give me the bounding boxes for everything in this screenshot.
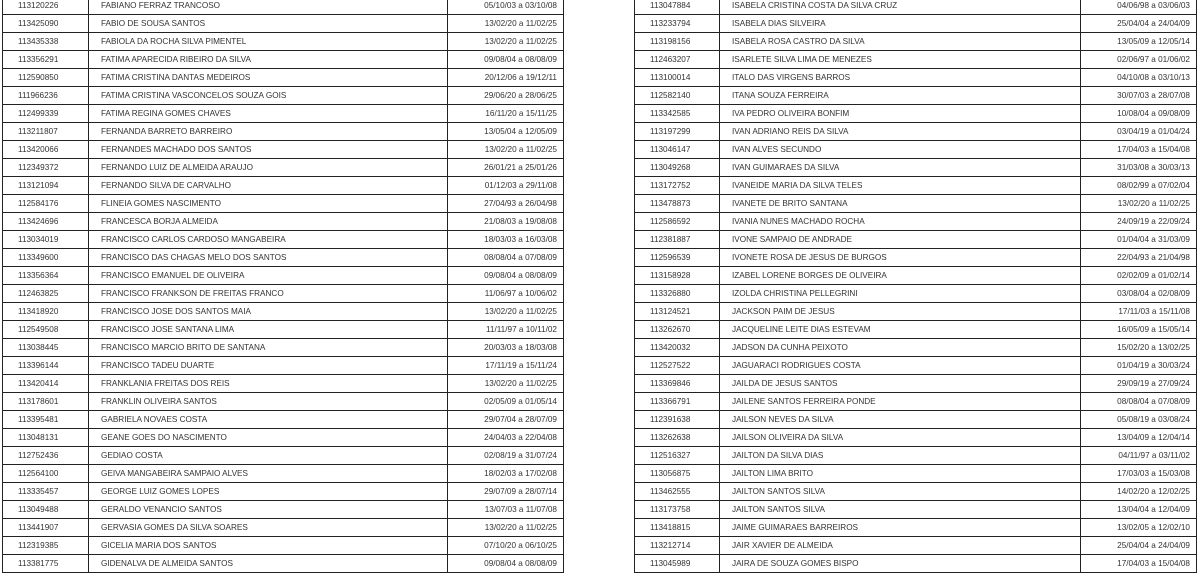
table-row [635,231,1197,249]
registration-id-cell: 113369846 [635,375,720,393]
name-cell: FATIMA APARECIDA RIBEIRO DA SILVA [89,51,448,69]
registration-id-cell: 112391638 [635,411,720,429]
table-row [3,33,564,51]
registration-id-cell: 113462555 [635,483,720,501]
name-cell: IVA PEDRO OLIVEIRA BONFIM [720,105,1081,123]
name-cell: FERNANDES MACHADO DOS SANTOS [89,141,448,159]
period-cell: 11/11/97 a 10/11/02 [448,321,564,339]
period-cell: 13/04/09 a 12/04/14 [1081,429,1197,447]
period-cell: 29/07/04 a 28/07/09 [448,411,564,429]
table-row [635,411,1197,429]
period-cell: 13/02/20 a 11/02/25 [448,141,564,159]
registration-id-cell: 112596539 [635,249,720,267]
name-cell: JACQUELINE LEITE DIAS ESTEVAM [720,321,1081,339]
table-row [3,393,564,411]
period-cell: 29/09/19 a 27/09/24 [1081,375,1197,393]
period-cell: 26/01/21 a 25/01/26 [448,159,564,177]
name-cell: FRANCISCO JOSE DOS SANTOS MAIA [89,303,448,321]
registration-id-cell: 113335457 [3,483,89,501]
registration-id-cell: 113038445 [3,339,89,357]
period-cell: 14/02/20 a 12/02/25 [1081,483,1197,501]
name-cell: GICELIA MARIA DOS SANTOS [89,537,448,555]
period-cell: 15/02/20 a 13/02/25 [1081,339,1197,357]
table-row [635,555,1197,573]
registration-id-cell: 113158928 [635,267,720,285]
name-cell: JAILTON DA SILVA DIAS [720,447,1081,465]
table-row [635,537,1197,555]
table-row [3,429,564,447]
table-row [635,267,1197,285]
name-cell: FRANCISCO TADEU DUARTE [89,357,448,375]
name-cell: FERNANDO SILVA DE CARVALHO [89,177,448,195]
table-row [3,231,564,249]
name-cell: JADSON DA CUNHA PEIXOTO [720,339,1081,357]
name-cell: FRANCESCA BORJA ALMEIDA [89,213,448,231]
period-cell: 25/04/04 a 24/04/09 [1081,537,1197,555]
right-roster-body [635,0,1197,573]
name-cell: JAILSON NEVES DA SILVA [720,411,1081,429]
table-row [635,213,1197,231]
table-row [3,177,564,195]
table-row [3,321,564,339]
registration-id-cell: 113342585 [635,105,720,123]
table-row [635,483,1197,501]
period-cell: 13/02/20 a 11/02/25 [448,303,564,321]
name-cell: GEIVA MANGABEIRA SAMPAIO ALVES [89,465,448,483]
registration-id-cell: 113211807 [3,123,89,141]
registration-id-cell: 113233794 [635,15,720,33]
table-row [635,87,1197,105]
table-row [3,249,564,267]
registration-id-cell: 113435338 [3,33,89,51]
registration-id-cell: 113173758 [635,501,720,519]
period-cell: 16/05/09 a 15/05/14 [1081,321,1197,339]
table-row [3,537,564,555]
period-cell: 24/04/03 a 22/04/08 [448,429,564,447]
period-cell: 18/03/03 a 16/03/08 [448,231,564,249]
name-cell: ISABELA DIAS SILVEIRA [720,15,1081,33]
period-cell: 13/04/04 a 12/04/09 [1081,501,1197,519]
name-cell: FABIO DE SOUSA SANTOS [89,15,448,33]
registration-id-cell: 113100014 [635,69,720,87]
period-cell: 13/02/20 a 11/02/25 [448,15,564,33]
period-cell: 02/05/09 a 01/05/14 [448,393,564,411]
name-cell: IVONE SAMPAIO DE ANDRADE [720,231,1081,249]
name-cell: FATIMA CRISTINA DANTAS MEDEIROS [89,69,448,87]
period-cell: 13/02/20 a 11/02/25 [1081,195,1197,213]
period-cell: 13/05/04 a 12/05/09 [448,123,564,141]
name-cell: GERVASIA GOMES DA SILVA SOARES [89,519,448,537]
registration-id-cell: 113420032 [635,339,720,357]
registration-id-cell: 112584176 [3,195,89,213]
table-row [3,339,564,357]
registration-id-cell: 113172752 [635,177,720,195]
registration-id-cell: 113424696 [3,213,89,231]
table-row [635,15,1197,33]
name-cell: FRANKLANIA FREITAS DOS REIS [89,375,448,393]
table-row [3,447,564,465]
period-cell: 03/08/04 a 02/08/09 [1081,285,1197,303]
name-cell: FERNANDO LUIZ DE ALMEIDA ARAUJO [89,159,448,177]
table-row [3,519,564,537]
period-cell: 18/02/03 a 17/02/08 [448,465,564,483]
name-cell: FRANCISCO DAS CHAGAS MELO DOS SANTOS [89,249,448,267]
registration-id-cell: 113034019 [3,231,89,249]
name-cell: JAILTON SANTOS SILVA [720,501,1081,519]
name-cell: GABRIELA NOVAES COSTA [89,411,448,429]
name-cell: FRANCISCO FRANKSON DE FREITAS FRANCO [89,285,448,303]
registration-id-cell: 113049488 [3,501,89,519]
registration-id-cell: 113047884 [635,0,720,15]
period-cell: 11/06/97 a 10/06/02 [448,285,564,303]
name-cell: JAGUARACI RODRIGUES COSTA [720,357,1081,375]
table-row [3,0,564,15]
table-row [635,357,1197,375]
name-cell: GIDENALVA DE ALMEIDA SANTOS [89,555,448,573]
name-cell: GERALDO VENANCIO SANTOS [89,501,448,519]
table-row [3,555,564,573]
table-row [635,195,1197,213]
period-cell: 04/10/08 a 03/10/13 [1081,69,1197,87]
table-row [635,339,1197,357]
registration-id-cell: 113396144 [3,357,89,375]
name-cell: JACKSON PAIM DE JESUS [720,303,1081,321]
table-row [635,465,1197,483]
name-cell: IZABEL LORENE BORGES DE OLIVEIRA [720,267,1081,285]
name-cell: FRANCISCO EMANUEL DE OLIVEIRA [89,267,448,285]
period-cell: 04/11/97 a 03/11/02 [1081,447,1197,465]
table-row [3,483,564,501]
registration-id-cell: 113121094 [3,177,89,195]
table-row [3,69,564,87]
table-row [635,105,1197,123]
table-row [3,51,564,69]
table-row [3,87,564,105]
registration-id-cell: 113262638 [635,429,720,447]
name-cell: IVONETE ROSA DE JESUS DE BURGOS [720,249,1081,267]
registration-id-cell: 112590850 [3,69,89,87]
registration-id-cell: 113420414 [3,375,89,393]
registration-id-cell: 113212714 [635,537,720,555]
registration-id-cell: 112549508 [3,321,89,339]
name-cell: FABIOLA DA ROCHA SILVA PIMENTEL [89,33,448,51]
table-row [635,519,1197,537]
table-row [635,321,1197,339]
registration-id-cell: 112582140 [635,87,720,105]
table-row [635,447,1197,465]
name-cell: JAILENE SANTOS FERREIRA PONDE [720,393,1081,411]
table-row [3,105,564,123]
name-cell: FERNANDA BARRETO BARREIRO [89,123,448,141]
period-cell: 01/04/04 a 31/03/09 [1081,231,1197,249]
registration-id-cell: 113197299 [635,123,720,141]
registration-id-cell: 112319385 [3,537,89,555]
table-row [635,51,1197,69]
period-cell: 02/08/19 a 31/07/24 [448,447,564,465]
name-cell: IVANEIDE MARIA DA SILVA TELES [720,177,1081,195]
period-cell: 09/08/04 a 08/08/09 [448,555,564,573]
period-cell: 01/12/03 a 29/11/08 [448,177,564,195]
name-cell: IZOLDA CHRISTINA PELLEGRINI [720,285,1081,303]
period-cell: 05/08/19 a 03/08/24 [1081,411,1197,429]
period-cell: 01/04/19 a 30/03/24 [1081,357,1197,375]
table-row [635,285,1197,303]
registration-id-cell: 113178601 [3,393,89,411]
name-cell: JAILDA DE JESUS SANTOS [720,375,1081,393]
name-cell: FRANCISCO MARCIO BRITO DE SANTANA [89,339,448,357]
table-row [635,141,1197,159]
registration-id-cell: 112527522 [635,357,720,375]
registration-id-cell: 112381887 [635,231,720,249]
table-row [3,465,564,483]
name-cell: JAIME GUIMARAES BARREIROS [720,519,1081,537]
table-row [635,177,1197,195]
table-row [635,393,1197,411]
period-cell: 22/04/93 a 21/04/98 [1081,249,1197,267]
registration-id-cell: 113048131 [3,429,89,447]
name-cell: ISARLETE SILVA LIMA DE MENEZES [720,51,1081,69]
name-cell: GEANE GOES DO NASCIMENTO [89,429,448,447]
table-row [635,0,1197,15]
table-row [635,501,1197,519]
period-cell: 16/11/20 a 15/11/25 [448,105,564,123]
registration-id-cell: 112564100 [3,465,89,483]
name-cell: ISABELA ROSA CASTRO DA SILVA [720,33,1081,51]
name-cell: JAIR XAVIER DE ALMEIDA [720,537,1081,555]
table-row [3,303,564,321]
registration-id-cell: 113381775 [3,555,89,573]
table-row [3,195,564,213]
table-row [3,501,564,519]
registration-id-cell: 113366791 [635,393,720,411]
table-row [3,375,564,393]
table-row [3,213,564,231]
period-cell: 04/06/98 a 03/06/03 [1081,0,1197,15]
table-row [3,141,564,159]
name-cell: GEDIAO COSTA [89,447,448,465]
registration-id-cell: 113056875 [635,465,720,483]
name-cell: IVANIA NUNES MACHADO ROCHA [720,213,1081,231]
period-cell: 24/09/19 a 22/09/24 [1081,213,1197,231]
name-cell: JAIRA DE SOUZA GOMES BISPO [720,555,1081,573]
period-cell: 08/08/04 a 07/08/09 [448,249,564,267]
period-cell: 20/03/03 a 18/03/08 [448,339,564,357]
table-row [635,33,1197,51]
period-cell: 17/04/03 a 15/04/08 [1081,555,1197,573]
period-cell: 03/04/19 a 01/04/24 [1081,123,1197,141]
period-cell: 17/11/03 a 15/11/08 [1081,303,1197,321]
registration-id-cell: 112463207 [635,51,720,69]
name-cell: FRANKLIN OLIVEIRA SANTOS [89,393,448,411]
period-cell: 17/11/19 a 15/11/24 [448,357,564,375]
registration-id-cell: 113420066 [3,141,89,159]
table-row [635,375,1197,393]
name-cell: JAILSON OLIVEIRA DA SILVA [720,429,1081,447]
name-cell: ITALO DAS VIRGENS BARROS [720,69,1081,87]
table-row [3,15,564,33]
name-cell: IVAN ALVES SECUNDO [720,141,1081,159]
table-row [635,123,1197,141]
registration-id-cell: 112752436 [3,447,89,465]
registration-id-cell: 113124521 [635,303,720,321]
period-cell: 13/02/20 a 11/02/25 [448,519,564,537]
left-roster-body [3,0,564,573]
registration-id-cell: 113045989 [635,555,720,573]
registration-id-cell: 113262670 [635,321,720,339]
period-cell: 13/02/20 a 11/02/25 [448,33,564,51]
period-cell: 09/08/04 a 08/08/09 [448,51,564,69]
registration-id-cell: 113425090 [3,15,89,33]
registration-id-cell: 113418815 [635,519,720,537]
table-row [635,303,1197,321]
registration-id-cell: 113046147 [635,141,720,159]
registration-id-cell: 112516327 [635,447,720,465]
table-row [635,249,1197,267]
table-row [3,159,564,177]
name-cell: FATIMA CRISTINA VASCONCELOS SOUZA GOIS [89,87,448,105]
period-cell: 25/04/04 a 24/04/09 [1081,15,1197,33]
registration-id-cell: 113478873 [635,195,720,213]
registration-id-cell: 112349372 [3,159,89,177]
period-cell: 02/02/09 a 01/02/14 [1081,267,1197,285]
name-cell: FATIMA REGINA GOMES CHAVES [89,105,448,123]
period-cell: 29/07/09 a 28/07/14 [448,483,564,501]
table-row [635,69,1197,87]
name-cell: FRANCISCO JOSE SANTANA LIMA [89,321,448,339]
name-cell: JAILTON LIMA BRITO [720,465,1081,483]
period-cell: 27/04/93 a 26/04/98 [448,195,564,213]
period-cell: 07/10/20 a 06/10/25 [448,537,564,555]
table-row [3,357,564,375]
registration-id-cell: 113356291 [3,51,89,69]
registration-id-cell: 113356364 [3,267,89,285]
right-roster-table [634,0,1197,573]
registration-id-cell: 113198156 [635,33,720,51]
name-cell: GEORGE LUIZ GOMES LOPES [89,483,448,501]
registration-id-cell: 113441907 [3,519,89,537]
name-cell: FRANCISCO CARLOS CARDOSO MANGABEIRA [89,231,448,249]
period-cell: 13/02/05 a 12/02/10 [1081,519,1197,537]
registration-id-cell: 113049268 [635,159,720,177]
name-cell: JAILTON SANTOS SILVA [720,483,1081,501]
table-row [3,411,564,429]
period-cell: 21/08/03 a 19/08/08 [448,213,564,231]
name-cell: IVAN ADRIANO REIS DA SILVA [720,123,1081,141]
name-cell: ITANA SOUZA FERREIRA [720,87,1081,105]
table-row [635,159,1197,177]
name-cell: FABIANO FERRAZ TRANCOSO [89,0,448,15]
table-row [3,285,564,303]
left-roster-table [2,0,564,573]
period-cell: 13/07/03 a 11/07/08 [448,501,564,519]
period-cell: 08/08/04 a 07/08/09 [1081,393,1197,411]
name-cell: FLINEIA GOMES NASCIMENTO [89,195,448,213]
period-cell: 10/08/04 a 09/08/09 [1081,105,1197,123]
period-cell: 05/10/03 a 03/10/08 [448,0,564,15]
registration-id-cell: 112586592 [635,213,720,231]
registration-id-cell: 111966236 [3,87,89,105]
period-cell: 08/02/99 a 07/02/04 [1081,177,1197,195]
table-row [3,267,564,285]
period-cell: 13/02/20 a 11/02/25 [448,375,564,393]
period-cell: 30/07/03 a 28/07/08 [1081,87,1197,105]
name-cell: IVAN GUIMARAES DA SILVA [720,159,1081,177]
registration-id-cell: 113120226 [3,0,89,15]
registration-id-cell: 112499339 [3,105,89,123]
name-cell: IVANETE DE BRITO SANTANA [720,195,1081,213]
table-row [3,123,564,141]
table-row [635,429,1197,447]
registration-id-cell: 113326880 [635,285,720,303]
period-cell: 31/03/08 a 30/03/13 [1081,159,1197,177]
registration-id-cell: 113418920 [3,303,89,321]
period-cell: 29/06/20 a 28/06/25 [448,87,564,105]
period-cell: 17/04/03 a 15/04/08 [1081,141,1197,159]
period-cell: 02/06/97 a 01/06/02 [1081,51,1197,69]
period-cell: 09/08/04 a 08/08/09 [448,267,564,285]
period-cell: 17/03/03 a 15/03/08 [1081,465,1197,483]
period-cell: 13/05/09 a 12/05/14 [1081,33,1197,51]
registration-id-cell: 113349600 [3,249,89,267]
period-cell: 20/12/06 a 19/12/11 [448,69,564,87]
name-cell: ISABELA CRISTINA COSTA DA SILVA CRUZ [720,0,1081,15]
registration-id-cell: 112463825 [3,285,89,303]
registration-id-cell: 113395481 [3,411,89,429]
